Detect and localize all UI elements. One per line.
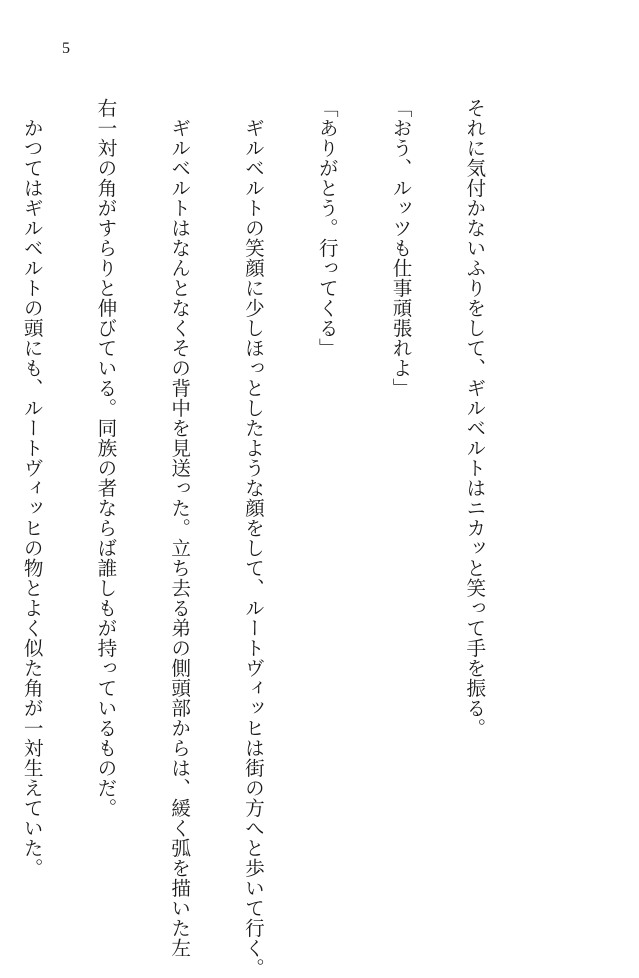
text-line: かつてはギルベルトの頭にも、ルートヴィッヒの物とよく似た角が一対生えていた。 <box>20 98 44 878</box>
text-line: 「ありがとう。行ってくる」 <box>315 98 339 358</box>
text-line: 「おう、ルッツも仕事頑張れよ」 <box>389 98 413 398</box>
page-number: 5 <box>62 40 70 57</box>
text-line: ギルベルトはなんとなくその背中を見送った。立ち去る弟の側頭部からは、緩く弧を描いた左 <box>167 98 191 958</box>
text-line: ギルベルトの笑顔に少しほっとしたような顔をして、ルートヴィッヒは街の方へと歩いて行く。 <box>241 98 265 978</box>
text-line: 右一対の角がすらりと伸びている。同族の者ならば誰しもが持っているものだ。 <box>93 98 117 818</box>
vertical-text-body <box>0 98 535 978</box>
text-line: それに気付かないふりをして、ギルベルトはニカッと笑って手を振る。 <box>462 98 486 738</box>
